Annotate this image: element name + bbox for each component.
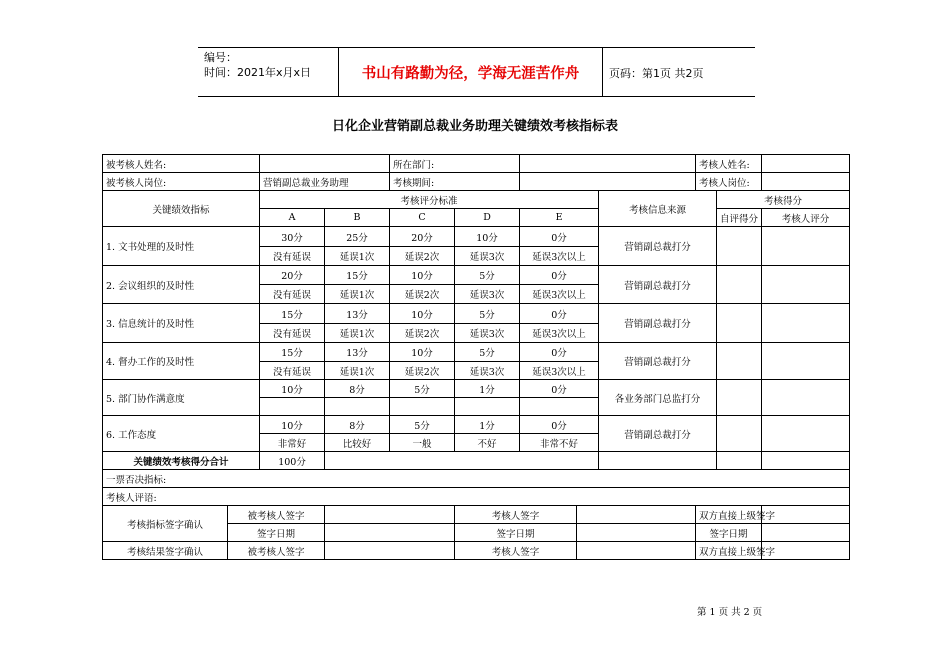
grade-score: 1分 (455, 380, 520, 398)
sign-field[interactable] (325, 542, 455, 560)
header-motto: 书山有路勤为径，学海无涯苦作舟 (361, 65, 580, 82)
total-blank (325, 452, 599, 470)
grade-desc: 延误3次 (455, 247, 520, 266)
grade-score: 8分 (325, 380, 390, 398)
self-score-cell[interactable] (717, 266, 762, 304)
sign-label: 考核人签字 (455, 506, 577, 524)
assessor-score-header: 考核人评分 (762, 209, 850, 227)
total-blank (599, 452, 717, 470)
assessor-score-cell[interactable] (762, 227, 850, 266)
self-score-cell[interactable] (717, 416, 762, 452)
grade-score: 5分 (390, 380, 455, 398)
sign-label: 双方直接上级签字 (696, 542, 762, 560)
header-page-info: 页码：第1页 共2页 (609, 67, 704, 80)
grade-desc: 非常好 (260, 434, 325, 452)
grade-desc (390, 398, 455, 416)
period-label: 考核期间: (390, 173, 520, 191)
kpi-table (102, 154, 850, 560)
assessor-score-cell[interactable] (762, 416, 850, 452)
period-field[interactable] (520, 173, 696, 191)
kpi-row (103, 380, 850, 398)
sign-field[interactable] (325, 506, 455, 524)
kpi-row (103, 227, 850, 247)
grade-desc: 没有延误 (260, 285, 325, 304)
grade-desc (520, 398, 599, 416)
sign-row (103, 542, 850, 560)
sign-label: 双方直接上级签字 (696, 506, 762, 524)
grade-score: 0分 (520, 304, 599, 324)
grade-score: 20分 (260, 266, 325, 285)
assessee-name-field[interactable] (260, 155, 390, 173)
column-header-row (103, 191, 850, 209)
kpi-name: 4. 督办工作的及时性 (103, 343, 260, 380)
sign-label: 被考核人签字 (228, 506, 325, 524)
grade-desc: 延误3次 (455, 285, 520, 304)
info-source: 营销副总裁打分 (599, 343, 717, 380)
grade-desc: 延误2次 (390, 285, 455, 304)
department-label: 所在部门: (390, 155, 520, 173)
grade-desc (260, 398, 325, 416)
grade-header: B (325, 209, 390, 227)
score-header: 考核得分 (717, 191, 850, 209)
assessee-name-label: 被考核人姓名: (103, 155, 260, 173)
grade-score: 1分 (455, 416, 520, 434)
grade-score: 15分 (260, 304, 325, 324)
grade-score: 5分 (390, 416, 455, 434)
kpi-name: 3. 信息统计的及时性 (103, 304, 260, 343)
grade-score: 10分 (390, 304, 455, 324)
grade-desc (325, 398, 390, 416)
kpi-name: 5. 部门协作满意度 (103, 380, 260, 416)
header-meta (204, 50, 311, 80)
sign-field[interactable] (577, 524, 696, 542)
assessor-post-label: 考核人岗位: (696, 173, 762, 191)
grade-score: 10分 (390, 343, 455, 362)
grade-score: 10分 (455, 227, 520, 247)
grade-desc: 延误1次 (325, 247, 390, 266)
kpi-header: 关键绩效指标 (103, 191, 260, 227)
header-divider (602, 48, 603, 96)
comment-label: 考核人评语: (103, 488, 850, 506)
grade-header: C (390, 209, 455, 227)
grade-score: 20分 (390, 227, 455, 247)
assessor-name-field[interactable] (762, 155, 850, 173)
grade-score: 5分 (455, 304, 520, 324)
grade-score: 5分 (455, 343, 520, 362)
total-value: 100分 (260, 452, 325, 470)
assessor-score-cell[interactable] (762, 380, 850, 416)
grade-header: E (520, 209, 599, 227)
grade-desc: 不好 (455, 434, 520, 452)
grade-desc: 延误2次 (390, 324, 455, 343)
assessor-score-cell[interactable] (762, 266, 850, 304)
standard-header: 考核评分标准 (260, 191, 599, 209)
grade-desc: 延误3次以上 (520, 362, 599, 380)
grade-desc: 没有延误 (260, 362, 325, 380)
kpi-name: 2. 会议组织的及时性 (103, 266, 260, 304)
info-source: 营销副总裁打分 (599, 304, 717, 343)
grade-desc: 延误3次以上 (520, 247, 599, 266)
number-label: 编号： (204, 51, 237, 64)
grade-score: 0分 (520, 380, 599, 398)
sign-label: 考核人签字 (455, 542, 577, 560)
veto-row (103, 470, 850, 488)
grade-score: 15分 (260, 343, 325, 362)
grade-score: 0分 (520, 416, 599, 434)
total-assessor-cell[interactable] (762, 452, 850, 470)
sign-label: 签字日期 (455, 524, 577, 542)
grade-header: A (260, 209, 325, 227)
grade-desc: 延误3次以上 (520, 324, 599, 343)
sign-field[interactable] (325, 524, 455, 542)
department-field[interactable] (520, 155, 696, 173)
grade-score: 13分 (325, 304, 390, 324)
time-label: 时间：2021年x月x日 (204, 66, 312, 79)
sign-label: 签字日期 (696, 524, 762, 542)
grade-desc: 延误1次 (325, 285, 390, 304)
grade-desc: 非常不好 (520, 434, 599, 452)
grade-desc: 延误3次以上 (520, 285, 599, 304)
sign-confirm-label: 考核指标签字确认 (103, 506, 228, 542)
grade-desc: 一般 (390, 434, 455, 452)
assessee-post-label: 被考核人岗位: (103, 173, 260, 191)
document-header (198, 47, 755, 97)
grade-desc: 延误3次 (455, 362, 520, 380)
page-title: 日化企业营销副总裁业务助理关键绩效考核指标表 (331, 119, 618, 134)
sign-field[interactable] (577, 542, 696, 560)
grade-desc: 延误1次 (325, 362, 390, 380)
comment-row (103, 488, 850, 506)
total-label: 关键绩效考核得分合计 (103, 452, 260, 470)
sign-confirm-label: 考核结果签字确认 (103, 542, 228, 560)
grade-score: 30分 (260, 227, 325, 247)
grade-score: 10分 (260, 380, 325, 398)
grade-score: 25分 (325, 227, 390, 247)
grade-desc (455, 398, 520, 416)
info-row (103, 155, 850, 173)
sign-label: 被考核人签字 (228, 542, 325, 560)
info-source: 营销副总裁打分 (599, 266, 717, 304)
grade-score: 10分 (260, 416, 325, 434)
kpi-row (103, 416, 850, 434)
sign-row (103, 506, 850, 524)
assessor-score-cell[interactable] (762, 343, 850, 380)
self-score-cell[interactable] (717, 380, 762, 416)
grade-desc: 延误1次 (325, 324, 390, 343)
source-header: 考核信息来源 (599, 191, 717, 227)
assessor-score-cell[interactable] (762, 304, 850, 343)
assessor-post-field[interactable] (762, 173, 850, 191)
assessee-post-value: 营销副总裁业务助理 (260, 173, 390, 191)
grade-score: 8分 (325, 416, 390, 434)
assessor-name-label: 考核人姓名: (696, 155, 762, 173)
total-row (103, 452, 850, 470)
total-self-cell[interactable] (717, 452, 762, 470)
info-source: 各业务部门总监打分 (599, 380, 717, 416)
info-source: 营销副总裁打分 (599, 416, 717, 452)
grade-score: 5分 (455, 266, 520, 285)
grade-score: 0分 (520, 266, 599, 285)
kpi-name: 1. 文书处理的及时性 (103, 227, 260, 266)
page-footer: 第 1 页 共 2 页 (697, 607, 763, 618)
sign-field[interactable] (577, 506, 696, 524)
grade-score: 0分 (520, 343, 599, 362)
kpi-name: 6. 工作态度 (103, 416, 260, 452)
sign-label: 签字日期 (228, 524, 325, 542)
grade-desc: 延误3次 (455, 324, 520, 343)
kpi-row (103, 266, 850, 285)
kpi-row (103, 304, 850, 324)
grade-desc: 比较好 (325, 434, 390, 452)
grade-score: 15分 (325, 266, 390, 285)
grade-score: 0分 (520, 227, 599, 247)
grade-desc: 没有延误 (260, 247, 325, 266)
self-score-cell[interactable] (717, 304, 762, 343)
grade-desc: 没有延误 (260, 324, 325, 343)
self-score-cell[interactable] (717, 343, 762, 380)
self-score-header: 自评得分 (717, 209, 762, 227)
grade-header: D (455, 209, 520, 227)
veto-label: 一票否决指标: (103, 470, 850, 488)
grade-desc: 延误2次 (390, 362, 455, 380)
grade-score: 10分 (390, 266, 455, 285)
grade-desc: 延误2次 (390, 247, 455, 266)
info-source: 营销副总裁打分 (599, 227, 717, 266)
grade-score: 13分 (325, 343, 390, 362)
sign-field[interactable] (762, 524, 850, 542)
kpi-row (103, 343, 850, 362)
info-row (103, 173, 850, 191)
self-score-cell[interactable] (717, 227, 762, 266)
